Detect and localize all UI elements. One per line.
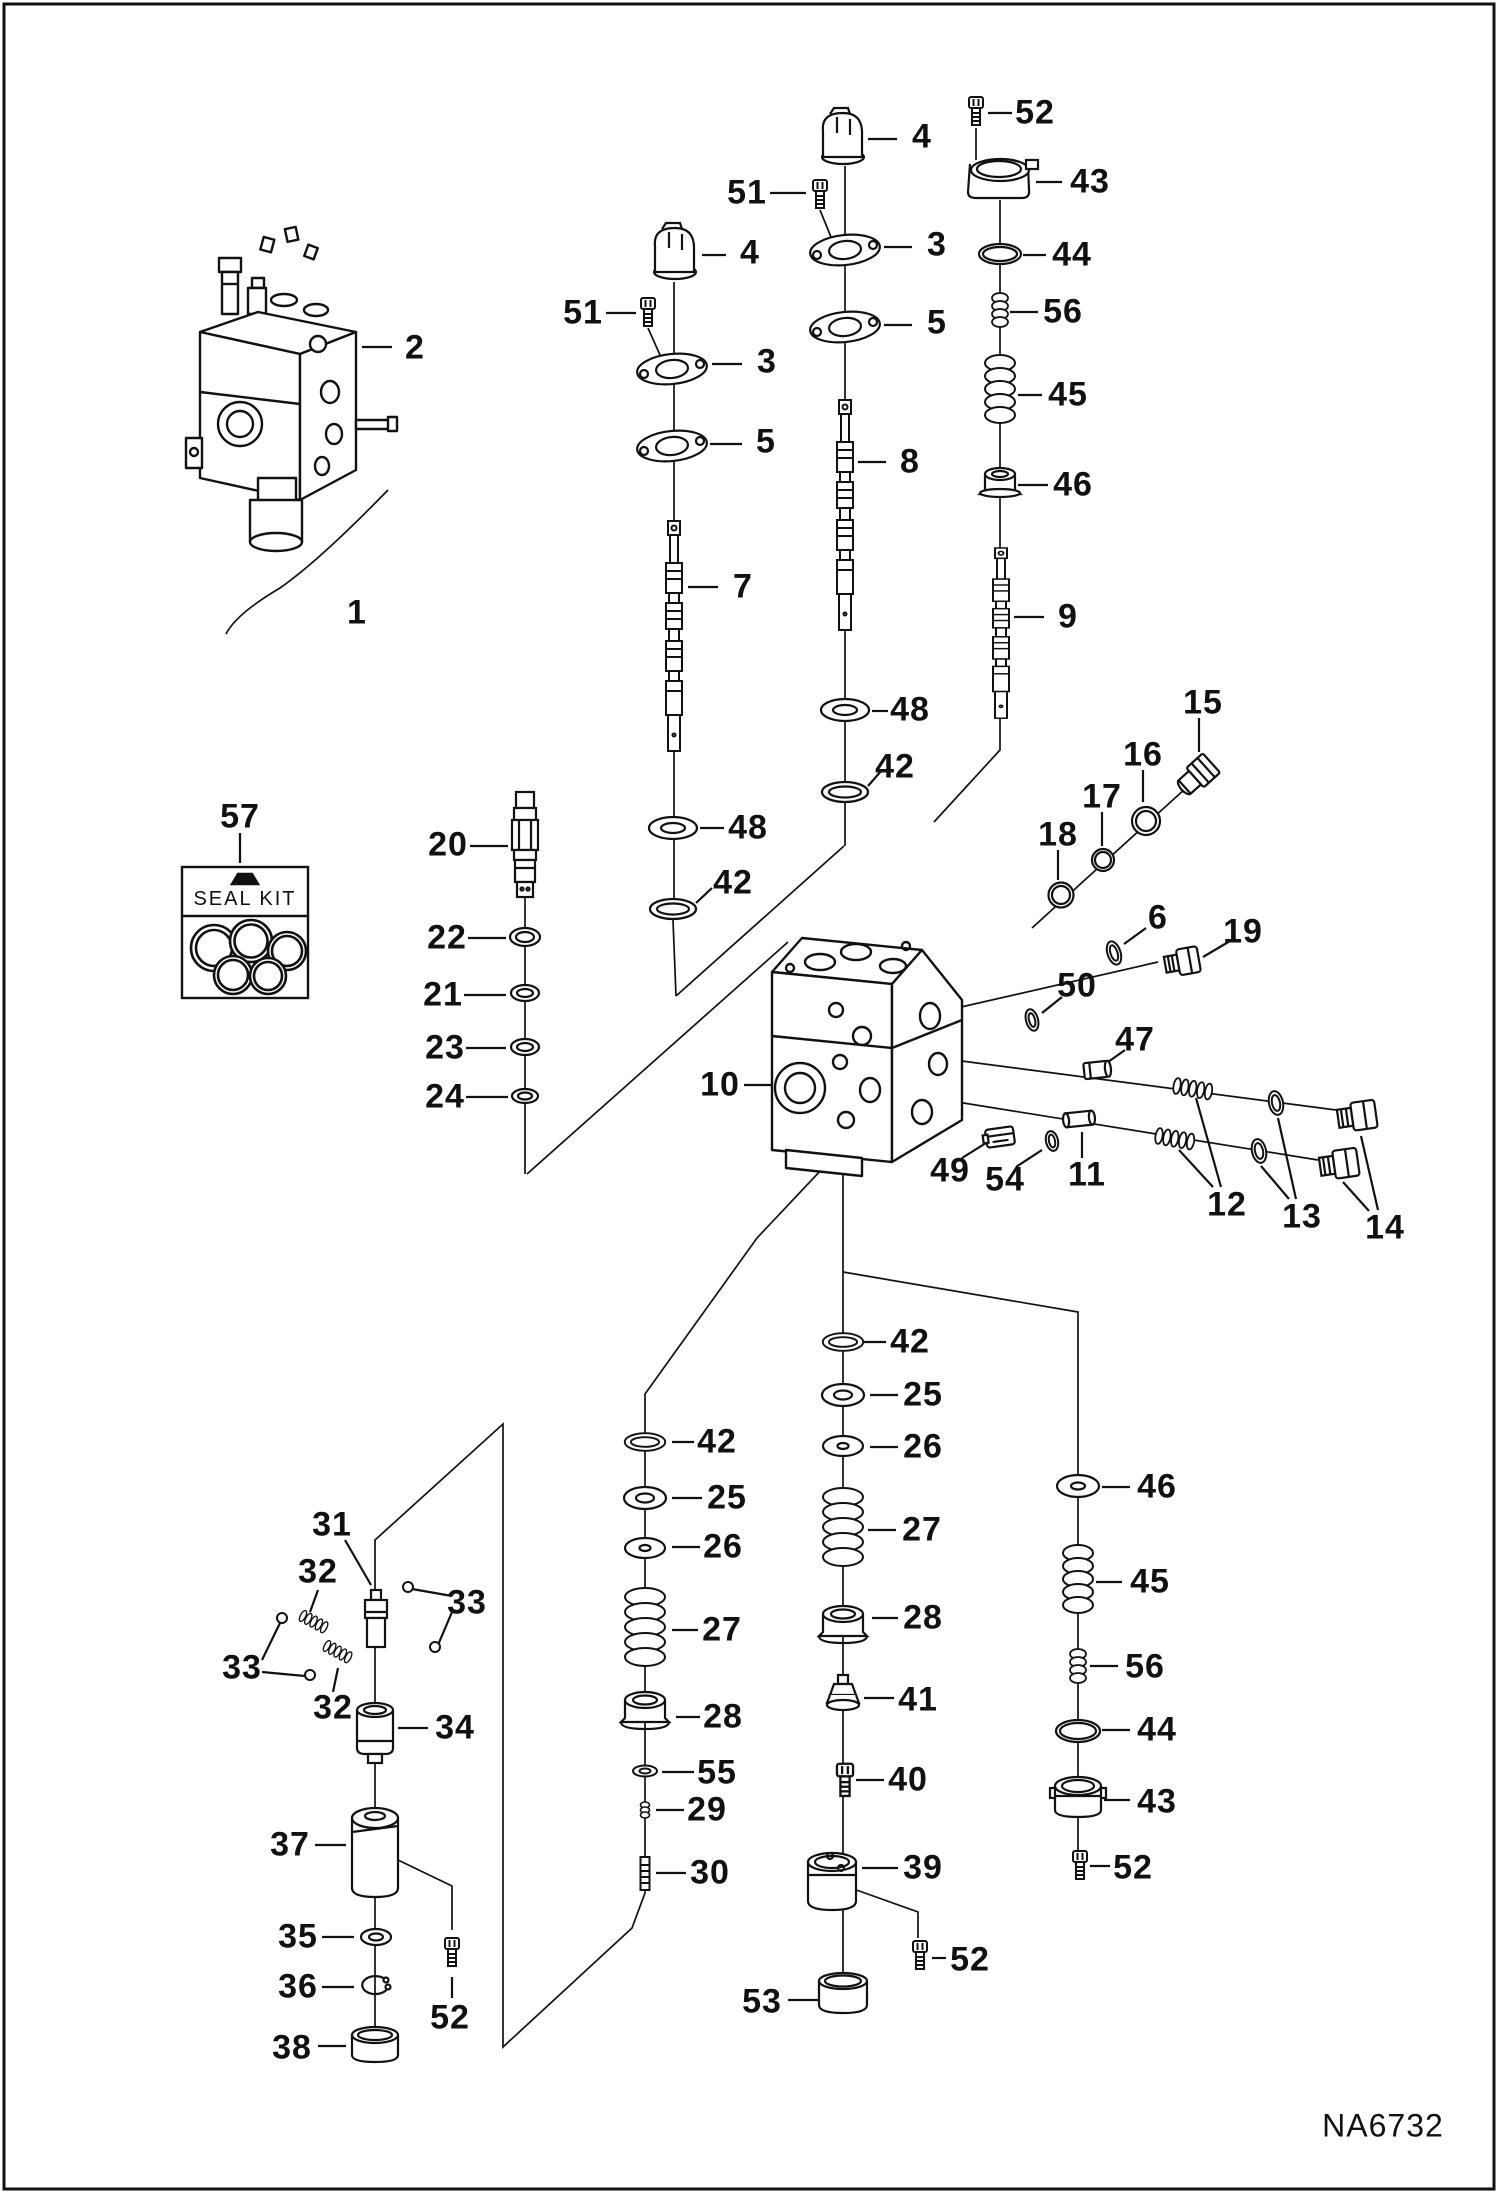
callout-40: 40 bbox=[888, 1760, 928, 1799]
part-5-plate-left bbox=[636, 427, 709, 464]
callout-33: 33 bbox=[222, 1648, 262, 1687]
part-3-plate-left bbox=[636, 350, 709, 387]
callout-36: 36 bbox=[278, 1967, 318, 2006]
callout-19: 19 bbox=[1223, 912, 1263, 951]
callout-6: 6 bbox=[1148, 898, 1168, 937]
callout-57: 57 bbox=[220, 797, 260, 836]
callout-39: 39 bbox=[903, 1848, 943, 1887]
callout-29: 29 bbox=[687, 1790, 727, 1829]
part-35-washer bbox=[361, 1929, 391, 1945]
part-44-oring-top bbox=[979, 244, 1021, 264]
part-44-oring-far bbox=[1056, 1720, 1100, 1742]
callout-46: 46 bbox=[1053, 465, 1093, 504]
callout-1: 1 bbox=[347, 593, 367, 632]
callout-45: 45 bbox=[1048, 375, 1088, 414]
callout-30: 30 bbox=[690, 1853, 730, 1892]
callout-22: 22 bbox=[427, 918, 467, 957]
part-4-cap-mid bbox=[822, 108, 864, 164]
part-55-washer bbox=[633, 1766, 657, 1777]
callout-51: 51 bbox=[727, 173, 767, 212]
part-27-spring-r bbox=[823, 1488, 863, 1566]
callout-47: 47 bbox=[1115, 1020, 1155, 1059]
part-34-piston bbox=[357, 1703, 393, 1763]
part-42-oring-left bbox=[650, 899, 696, 919]
part-45-spring-far bbox=[1063, 1545, 1093, 1613]
callout-4: 4 bbox=[912, 117, 932, 156]
part-46-washer-far bbox=[1057, 1475, 1099, 1497]
callout-20: 20 bbox=[428, 825, 468, 864]
callout-18: 18 bbox=[1038, 815, 1078, 854]
part-14-plug-b bbox=[1318, 1148, 1360, 1181]
callout-25: 25 bbox=[903, 1375, 943, 1414]
part-51-screw-mid bbox=[813, 180, 827, 208]
callout-54: 54 bbox=[985, 1160, 1025, 1199]
callout-38: 38 bbox=[272, 2028, 312, 2067]
part-52-screw-farright bbox=[1073, 1851, 1087, 1879]
callout-44: 44 bbox=[1052, 235, 1092, 274]
part-9-spool bbox=[993, 548, 1009, 718]
seal-kit-box bbox=[182, 867, 308, 998]
part-13-oring-b bbox=[1250, 1138, 1269, 1164]
part-50-oring bbox=[1023, 1008, 1040, 1032]
part-56-spring-far bbox=[1070, 1649, 1086, 1683]
callout-10: 10 bbox=[700, 1065, 740, 1104]
part-40-screw bbox=[837, 1764, 853, 1796]
part-52-screw-bottommid bbox=[913, 1941, 927, 1969]
part-43-cap-top bbox=[968, 159, 1038, 198]
callout-52: 52 bbox=[1113, 1848, 1153, 1887]
part-7-spool bbox=[666, 521, 682, 751]
part-42-oring-mid bbox=[822, 782, 868, 802]
part-13-oring-a bbox=[1267, 1090, 1286, 1116]
part-26-washer-r bbox=[823, 1436, 863, 1456]
callout-3: 3 bbox=[757, 342, 777, 381]
callout-48: 48 bbox=[728, 808, 768, 847]
callout-11: 11 bbox=[1068, 1155, 1106, 1194]
part-10-valve-body bbox=[772, 938, 962, 1176]
part-47-plug bbox=[1083, 1060, 1112, 1079]
callout-55: 55 bbox=[697, 1753, 737, 1792]
callout-42: 42 bbox=[890, 1322, 930, 1361]
part-6-oring bbox=[1104, 940, 1124, 967]
callout-56: 56 bbox=[1043, 292, 1083, 331]
valve-assembly-overview bbox=[186, 227, 397, 551]
callout-42: 42 bbox=[697, 1422, 737, 1461]
part-33-ball-a bbox=[403, 1582, 413, 1592]
part-36-snap-ring bbox=[362, 1976, 390, 1994]
callout-32: 32 bbox=[313, 1688, 353, 1727]
part-22-oring bbox=[510, 928, 540, 946]
callout-34: 34 bbox=[435, 1708, 475, 1747]
callout-5: 5 bbox=[927, 303, 947, 342]
part-27-spring-l bbox=[625, 1588, 665, 1666]
part-48-washer-mid bbox=[821, 699, 869, 721]
callout-23: 23 bbox=[425, 1028, 465, 1067]
callout-27: 27 bbox=[902, 1510, 942, 1549]
callout-45: 45 bbox=[1130, 1562, 1170, 1601]
part-5-plate-mid bbox=[809, 308, 882, 345]
part-54-oring bbox=[1044, 1130, 1060, 1152]
callout-49: 49 bbox=[930, 1151, 970, 1190]
callout-7: 7 bbox=[733, 567, 753, 606]
part-26-washer-l bbox=[625, 1538, 665, 1558]
part-32-spring-a bbox=[298, 1609, 329, 1633]
callout-52: 52 bbox=[430, 1998, 470, 2037]
callout-3: 3 bbox=[927, 225, 947, 264]
part-3-plate-mid bbox=[809, 231, 882, 268]
part-51-screw-left bbox=[641, 298, 655, 326]
callout-9: 9 bbox=[1058, 597, 1078, 636]
part-24-oring bbox=[512, 1089, 538, 1103]
part-52-screw-topright bbox=[969, 97, 983, 125]
callout-24: 24 bbox=[425, 1077, 465, 1116]
part-32-spring-b bbox=[322, 1639, 353, 1663]
part-48-washer-left bbox=[649, 817, 697, 839]
part-53-cup bbox=[819, 1973, 867, 2013]
callout-25: 25 bbox=[707, 1478, 747, 1517]
part-17-ring bbox=[1092, 849, 1114, 871]
seal-kit-label: SEAL KIT bbox=[193, 888, 297, 910]
callout-31: 31 bbox=[312, 1505, 352, 1544]
part-38-cap bbox=[352, 2027, 398, 2062]
part-30-pin bbox=[641, 1857, 650, 1890]
callout-32: 32 bbox=[298, 1552, 338, 1591]
part-39-canister bbox=[808, 1853, 856, 1910]
part-52-screw-bottomleft bbox=[445, 1938, 459, 1966]
callout-33: 33 bbox=[447, 1583, 487, 1622]
callout-53: 53 bbox=[742, 1982, 782, 2021]
callout-56: 56 bbox=[1125, 1647, 1165, 1686]
part-4-cap-left bbox=[654, 223, 696, 279]
part-45-spring-top bbox=[985, 355, 1015, 423]
callout-41: 41 bbox=[898, 1680, 938, 1719]
part-29-spring bbox=[641, 1802, 650, 1818]
callout-35: 35 bbox=[278, 1917, 318, 1956]
callout-46: 46 bbox=[1137, 1467, 1177, 1506]
callout-43: 43 bbox=[1137, 1782, 1177, 1821]
callout-48: 48 bbox=[890, 690, 930, 729]
callout-27: 27 bbox=[702, 1610, 742, 1649]
part-16-ring bbox=[1132, 807, 1160, 835]
part-41-poppet bbox=[827, 1675, 859, 1710]
part-14-plug-a bbox=[1336, 1100, 1378, 1133]
part-33-ball-c bbox=[277, 1613, 287, 1623]
part-8-spool bbox=[837, 400, 853, 630]
part-56-spring-top bbox=[992, 293, 1008, 327]
callout-28: 28 bbox=[703, 1697, 743, 1736]
callout-2: 2 bbox=[405, 328, 425, 367]
part-11-pin bbox=[1062, 1110, 1095, 1127]
callout-5: 5 bbox=[756, 422, 776, 461]
callout-14: 14 bbox=[1365, 1208, 1405, 1247]
part-37-accumulator bbox=[352, 1808, 398, 1897]
callout-44: 44 bbox=[1137, 1710, 1177, 1749]
part-12-spring-b bbox=[1154, 1128, 1195, 1151]
callout-4: 4 bbox=[740, 233, 760, 272]
part-25-washer-r bbox=[822, 1384, 864, 1406]
callout-21: 21 bbox=[423, 975, 463, 1014]
part-12-spring-a bbox=[1172, 1078, 1213, 1101]
callout-8: 8 bbox=[900, 442, 920, 481]
part-21-oring bbox=[511, 985, 539, 1001]
part-49-valve-clip bbox=[982, 1126, 1015, 1148]
callout-15: 15 bbox=[1183, 683, 1223, 722]
part-20-relief-valve bbox=[512, 792, 538, 897]
part-18-ring bbox=[1049, 883, 1074, 908]
part-25-washer-l bbox=[624, 1487, 666, 1509]
part-31-pilot-valve bbox=[365, 1590, 387, 1647]
callout-28: 28 bbox=[903, 1598, 943, 1637]
part-43-cap-far bbox=[1050, 1777, 1106, 1817]
callout-13: 13 bbox=[1282, 1197, 1322, 1236]
part-19-plug bbox=[1163, 946, 1201, 978]
callout-16: 16 bbox=[1123, 735, 1163, 774]
callout-37: 37 bbox=[270, 1825, 310, 1864]
callout-17: 17 bbox=[1082, 777, 1122, 816]
callout-52: 52 bbox=[950, 1940, 990, 1979]
callout-42: 42 bbox=[713, 863, 753, 902]
part-42-oring-bl bbox=[625, 1433, 665, 1451]
callout-50: 50 bbox=[1057, 966, 1097, 1005]
callout-26: 26 bbox=[703, 1527, 743, 1566]
callout-12: 12 bbox=[1207, 1185, 1247, 1224]
callout-51: 51 bbox=[563, 293, 603, 332]
callout-52: 52 bbox=[1015, 93, 1055, 132]
part-42-oring-br bbox=[823, 1333, 863, 1351]
callout-26: 26 bbox=[903, 1427, 943, 1466]
drawing-number: NA6732 bbox=[1322, 2107, 1444, 2144]
part-33-ball-b bbox=[430, 1642, 440, 1652]
part-23-oring bbox=[511, 1039, 539, 1055]
part-46-bushing-top bbox=[980, 468, 1020, 497]
callout-42: 42 bbox=[875, 747, 915, 786]
part-33-ball-d bbox=[305, 1670, 315, 1680]
callout-43: 43 bbox=[1070, 162, 1110, 201]
